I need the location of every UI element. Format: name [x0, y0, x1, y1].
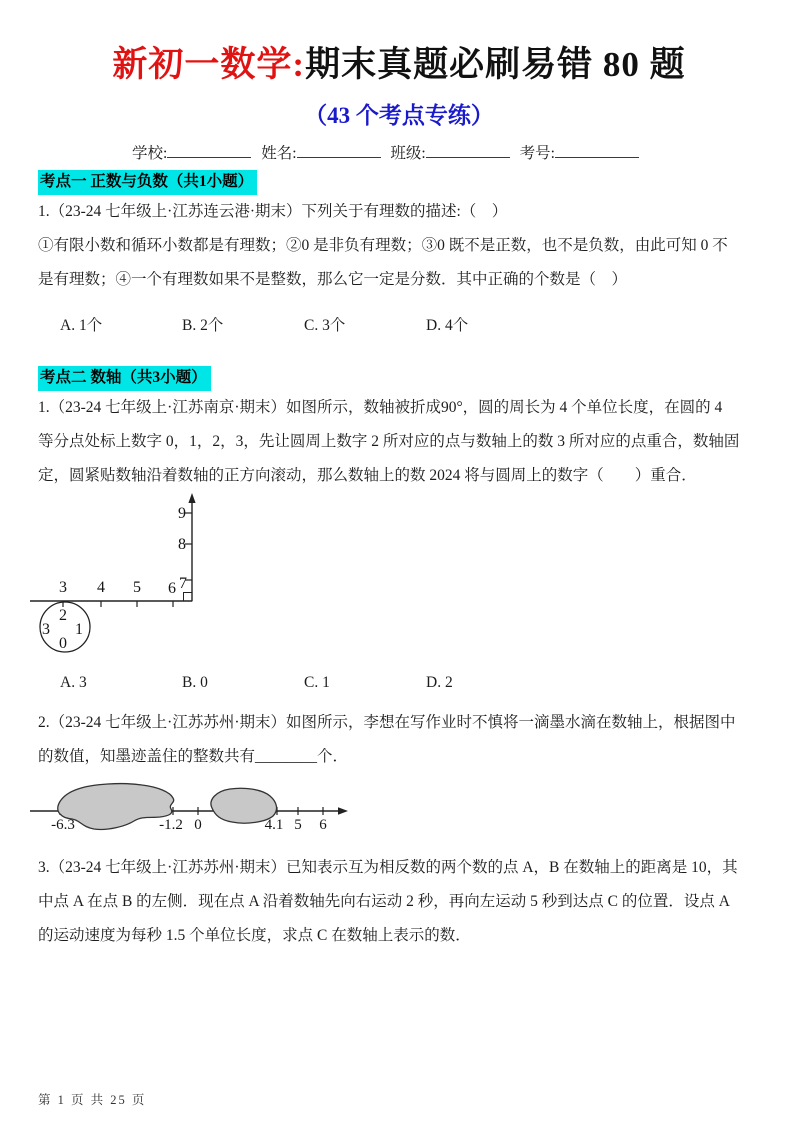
sec2-q3-line2: 中点 A 在点 B 的左侧．现在点 A 沿着数轴先向右运动 2 秒，再向左运动 5 秒到达点 C 的位置．设点 A — [38, 893, 730, 910]
axis-arrow-right-icon — [338, 807, 348, 815]
sec2-q3-line3: 的运动速度为每秒 1.5 个单位长度，求点 C 在数轴上表示的数． — [38, 927, 471, 944]
sec2-q1-line2: 等分点处标上数字 0，1，2，3，先让圆周上数字 2 所对应的点与数轴上的数 3 所对应的点重合，数轴固 — [38, 433, 740, 450]
sec2-q1-option-a: A. 3 — [60, 674, 87, 691]
v-tick-label-7: 7 — [179, 575, 187, 592]
name-blank-field — [297, 142, 381, 158]
sec2-q2-line1: 2.（23-24 七年级上·江苏苏州·期末）如图所示，李想在写作业时不慎将一滴墨水滴在数轴上，根据图中 — [38, 714, 736, 731]
sec2-q1-option-c: C. 1 — [304, 674, 330, 691]
school-blank-field — [167, 142, 251, 158]
sec2-q1-option-d: D. 2 — [426, 674, 453, 691]
section1-header-row — [38, 170, 760, 195]
page-title — [38, 42, 760, 88]
sec2-q1-line1: 1.（23-24 七年级上·江苏南京·期末）如图所示，数轴被折成90°，圆的周长为 4 个单位长度，在圆的 4 — [38, 399, 723, 416]
title-black-part: 期末真题必刷易错 80 题 — [305, 45, 686, 84]
school-label: 学校: — [132, 145, 168, 162]
ink-blot-svg — [30, 776, 360, 840]
sec1-q1-line1: 1.（23-24 七年级上·江苏连云港·期末）下列关于有理数的描述:（ ） — [38, 203, 508, 220]
label-4.1: 4.1 — [264, 817, 284, 833]
sec2-q1-option-b: B. 0 — [182, 674, 208, 691]
label-neg6.3: -6.3 — [51, 817, 75, 833]
name-label: 姓名: — [261, 145, 297, 162]
section2-header-row — [38, 366, 760, 391]
title-red-part: 新初一数学: — [112, 45, 306, 84]
label-5: 5 — [294, 817, 302, 833]
sec1-q1-line3: 是有理数；④一个有理数如果不是整数，那么它一定是分数．其中正确的个数是（ ） — [38, 271, 628, 288]
sec1-q1-option-a: A. 1个 — [60, 317, 103, 334]
examno-blank-field — [555, 142, 639, 158]
h-tick-label-5: 5 — [133, 579, 141, 596]
sec1-q1-option-c: C. 3个 — [304, 317, 346, 334]
folded-number-line-figure — [30, 493, 760, 666]
label-6: 6 — [319, 817, 327, 833]
sec2-q3-line1: 3.（23-24 七年级上·江苏苏州·期末）已知表示互为相反数的两个数的点 A，B 在数轴上的距离是 10，其 — [38, 859, 738, 876]
axis-arrow-up-icon — [188, 493, 195, 503]
v-tick-label-8: 8 — [178, 536, 186, 553]
right-angle-mark — [184, 593, 193, 602]
page-subtitle: （43 个考点专练） — [304, 103, 494, 128]
ink-blot-number-line-figure — [30, 776, 760, 845]
sec2-q1-line3: 定，圆紧贴数轴沿着数轴的正方向滚动，那么数轴上的数 2024 将与圆周上的数字（ ）重合． — [38, 467, 697, 484]
h-tick-label-4: 4 — [97, 579, 105, 596]
student-info-line — [38, 142, 760, 165]
page-number-footer: 第 1 页 共 25 页 — [38, 1093, 147, 1107]
sec2-q1-options — [38, 666, 760, 700]
class-label: 班级: — [390, 145, 426, 162]
h-tick-label-3: 3 — [59, 579, 67, 596]
sec1-q1-line2: ①有限小数和循环小数都是有理数；②0 是非负有理数；③0 既不是正数，也不是负数，由此可知 0 不 — [38, 237, 728, 254]
sec1-q1-options — [38, 309, 760, 343]
sec2-q2-line2: 的数值，知墨迹盖住的整数共有________个． — [38, 748, 349, 765]
section2-header: 考点二 数轴（共3小题） — [38, 366, 211, 391]
sec1-q1-option-d: D. 4个 — [426, 317, 469, 334]
circle-number-top: 2 — [59, 607, 67, 624]
examno-label: 考号: — [519, 145, 555, 162]
h-tick-label-6: 6 — [168, 580, 176, 597]
v-tick-label-9: 9 — [178, 505, 186, 522]
circle-number-bottom: 0 — [59, 635, 67, 652]
class-blank-field — [426, 142, 510, 158]
folded-axis-svg — [30, 493, 230, 661]
ink-blot-left — [58, 784, 174, 830]
circle-number-left: 3 — [42, 621, 50, 638]
label-neg1.2: -1.2 — [159, 817, 183, 833]
sec1-q1-option-b: B. 2个 — [182, 317, 224, 334]
circle-number-right: 1 — [75, 621, 83, 638]
section1-header: 考点一 正数与负数（共1小题） — [38, 170, 257, 195]
label-0: 0 — [194, 817, 202, 833]
